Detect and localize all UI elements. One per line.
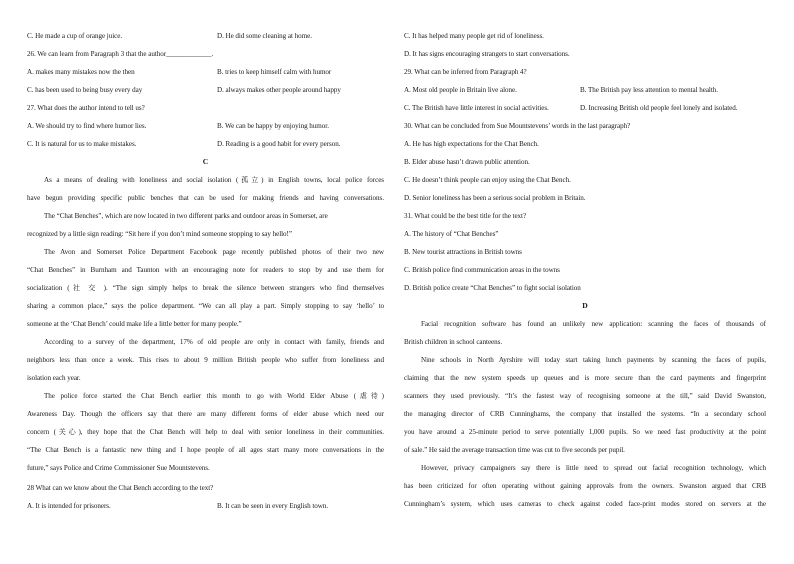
q31-option-a: A. The history of “Chat Benches” (404, 230, 499, 238)
q26-option-c: C. has been used to being busy every day (27, 86, 143, 94)
q31-option-c: C. British police find communication areas in the towns (404, 266, 560, 274)
passage-c-line: According to a survey of the department, 17% of old people are only in contact with family, friends and (44, 338, 384, 346)
q27-option-a: A. We should try to find where humor lies. (27, 122, 147, 130)
q31-option-b: B. New tourist attractions in British towns (404, 248, 522, 256)
q29-option-b: B. The British pay less attention to mental health. (580, 86, 718, 94)
q26-stem: 26. We can learn from Paragraph 3 that the author_____________. (27, 50, 214, 58)
q27-option-d: D. Reading is a good habit for every person. (217, 140, 341, 148)
passage-d-line: Facial recognition software has found an unlikely new application: scanning the faces of thousands of (421, 320, 766, 328)
q27-stem: 27. What does the author intend to tell us? (27, 104, 145, 112)
q30-option-d: D. Senior loneliness has been a serious social problem in Britain. (404, 194, 586, 202)
q25-option-c: C. He made a cup of orange juice. (27, 32, 123, 40)
q25-option-d: D. He did some cleaning at home. (217, 32, 312, 40)
q30-option-b: B. Elder abuse hasn’t drawn public attention. (404, 158, 530, 166)
q28-option-d: D. It has signs encouraging strangers to start conversations. (404, 50, 570, 58)
q27-option-b: B. We can be happy by enjoying humor. (217, 122, 329, 130)
passage-c-line: “Chat Benches” in Burnham and Taunton with an encouraging note for readers to stop by and use them for (27, 266, 384, 274)
q26-option-a: A. makes many mistakes now the then (27, 68, 135, 76)
q29-option-a: A. Most old people in Britain live alone. (404, 86, 517, 94)
q30-option-a: A. He has high expectations for the Chat Bench. (404, 140, 539, 148)
passage-c-line: sharing a common place,” says the police department. “We can all play a part. Simply stopping to say ‘hello’ to (27, 302, 384, 310)
q27-option-c: C. It is natural for us to make mistakes. (27, 140, 137, 148)
passage-c-line: The Avon and Somerset Police Department Facebook page recently published photos of their two new (44, 248, 384, 256)
q31-option-d: D. British police create “Chat Benches” to fight social isolation (404, 284, 581, 292)
passage-d-line: Nine schools in North Ayrshire will today start taking lunch payments by scanning the faces of pupils, (421, 356, 766, 364)
passage-c-line: concern (关心), they hope that the Chat Bench will help to deal with senior loneliness in their communities. (27, 428, 384, 436)
passage-c-line: future,” says Police and Crime Commissioner Sue Mountstevens. (27, 464, 210, 472)
passage-c-line: someone at the ‘Chat Bench’ could make life a little better for many people.” (27, 320, 242, 328)
q29-stem: 29. What can be inferred from Paragraph 4? (404, 68, 527, 76)
q29-option-c: C. The British have little interest in social activities. (404, 104, 549, 112)
q28-option-a: A. It is intended for prisoners. (27, 502, 111, 510)
passage-c-line: “The Chat Bench is a fantastic new thing and I hope people of all ages start many more conversations in the (27, 446, 384, 454)
section-c-heading: C (202, 157, 209, 166)
q30-option-c: C. He doesn’t think people can enjoy using the Chat Bench. (404, 176, 571, 184)
q26-option-d: D. always makes other people around happy (217, 86, 341, 94)
passage-c-line: The police force started the Chat Bench earlier this month to go with World Elder Abuse (虐待) (44, 392, 384, 400)
q30-stem: 30. What can be concluded from Sue Mountstevens’ words in the last paragraph? (404, 122, 631, 130)
passage-d-line: has been criticized for often operating without gaining approvals from the owners. Swanston argued that CRB (404, 482, 766, 490)
passage-d-line: claiming that the new system speeds up queues and is more secure than the card payments and fingerprint (404, 374, 766, 382)
q28-option-c: C. It has helped many people get rid of loneliness. (404, 32, 544, 40)
passage-d-line: of sale.” He said the average transaction time was cut to five seconds per pupil. (404, 446, 625, 454)
passage-d-line: the managing director of CRB Cunninghams, the company that installed the systems. “In a secondary school (404, 410, 766, 418)
passage-d-line: you have around a 25-minute period to serve potentially 1,000 pupils. So we need fast productivity at the point (404, 428, 766, 436)
q31-stem: 31. What could be the best title for the text? (404, 212, 527, 220)
passage-c-line: socialization (社 交 ). “The sign simply helps to break the silence between strangers who find themselves (27, 284, 384, 292)
passage-c-line: have begun providing specific public benches that can be used for making friends and having conversations. (27, 194, 384, 202)
passage-c-line: Awareness Day. Though the officers say that there are many different forms of elder abuse which need our (27, 410, 384, 418)
q26-option-b: B. tries to keep himself calm with humor (217, 68, 332, 76)
passage-c-line: isolation each year. (27, 374, 81, 382)
passage-d-line: scanners they used previously. “It’s the fastest way of recognising someone at the till,” said David Swanston, (404, 392, 766, 400)
q28-stem: 28 What can we know about the Chat Bench according to the text? (27, 484, 214, 492)
passage-c-line: As a means of dealing with loneliness and social isolation (孤立) in English towns, local police forces (44, 176, 384, 184)
passage-d-line: British children in school canteens. (404, 338, 503, 346)
section-d-heading: D (582, 301, 588, 310)
q28-option-b: B. It can be seen in every English town. (217, 502, 329, 510)
passage-c-line: The “Chat Benches”, which are now located in two different parks and outdoor areas in Somerset, are (44, 212, 328, 220)
passage-d-line: However, privacy campaigners say there is little need to spread out facial recognition technology, which (421, 464, 766, 472)
passage-c-line: neighbors less than once a week. This rises to about 9 million British people who suffer from loneliness and (27, 356, 384, 364)
q29-option-d: D. Increasing British old people feel lonely and isolated. (580, 104, 738, 112)
passage-d-line: Cunningham’s system, which uses cameras to check against coded face-print modes stored on servers at the (404, 500, 766, 508)
passage-c-line: recognized by a little sign reading: “Sit here if you don’t mind someone stopping to say hello!” (27, 230, 292, 238)
